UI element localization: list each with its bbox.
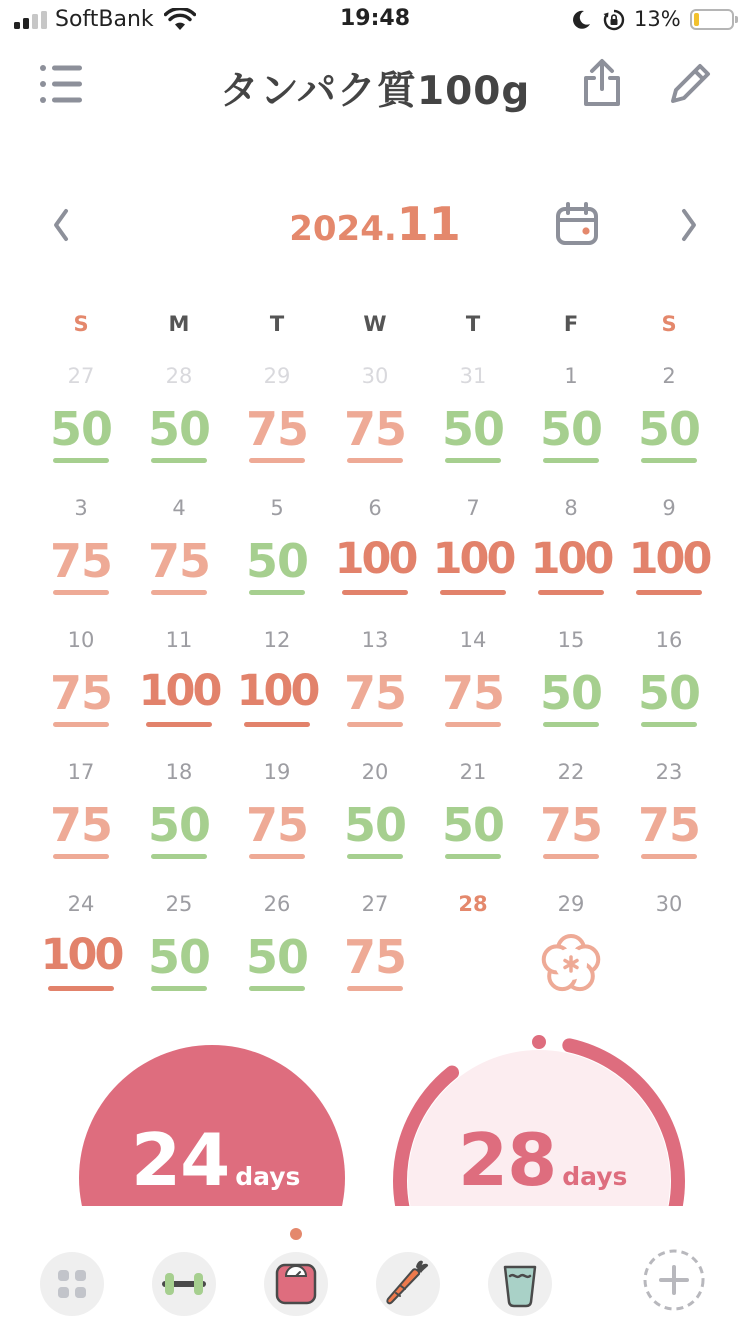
- day-value: 100: [40, 930, 122, 980]
- day-value: 100: [138, 666, 220, 716]
- calendar-day-cell[interactable]: [228, 362, 326, 494]
- day-value: 100: [334, 534, 416, 584]
- calendar-day-cell[interactable]: [326, 890, 424, 1022]
- value-underline: [53, 854, 109, 859]
- day-value: 100: [236, 666, 318, 716]
- value-underline: [636, 590, 702, 595]
- day-number: 18: [165, 760, 193, 784]
- day-number: 2: [662, 364, 676, 388]
- value-underline: [244, 722, 310, 727]
- day-number: 28: [458, 892, 488, 916]
- month-navigation: [0, 195, 750, 255]
- calendar-day-cell[interactable]: [326, 758, 424, 890]
- day-value: 50: [245, 534, 308, 588]
- weekday-label: M: [168, 312, 190, 336]
- flower-icon[interactable]: [536, 928, 606, 998]
- calendar-day-cell[interactable]: [130, 626, 228, 758]
- calendar-icon[interactable]: [554, 201, 600, 247]
- day-value: 50: [49, 402, 112, 456]
- calendar-day-cell[interactable]: [326, 626, 424, 758]
- weekday-label: S: [661, 312, 677, 336]
- day-number: 14: [459, 628, 487, 652]
- value-underline: [538, 590, 604, 595]
- value-underline: [151, 590, 207, 595]
- day-value: 50: [147, 402, 210, 456]
- weekday-label: F: [563, 312, 579, 336]
- day-value: 50: [245, 930, 308, 984]
- day-number: 8: [564, 496, 578, 520]
- calendar-day-cell[interactable]: [522, 362, 620, 494]
- calendar-day-cell[interactable]: [424, 362, 522, 494]
- app-header: [0, 40, 750, 130]
- carrier-label: SoftBank: [55, 7, 154, 32]
- total-days-value: 28: [458, 1118, 557, 1202]
- weekday-label: T: [465, 312, 481, 336]
- calendar-day-cell[interactable]: [522, 494, 620, 626]
- calendar-day-cell[interactable]: [620, 494, 718, 626]
- status-bar: [0, 0, 750, 40]
- value-underline: [440, 590, 506, 595]
- calendar-day-cell[interactable]: [620, 890, 718, 1022]
- value-underline: [347, 854, 403, 859]
- day-number: 9: [662, 496, 676, 520]
- day-value: 50: [637, 666, 700, 720]
- value-underline: [146, 722, 212, 727]
- weekday-label: T: [269, 312, 285, 336]
- value-underline: [151, 854, 207, 859]
- weekday-header: [32, 312, 718, 342]
- moon-icon: [570, 8, 592, 32]
- active-tab-indicator: [290, 1228, 302, 1240]
- value-underline: [53, 722, 109, 727]
- battery-icon: [690, 9, 734, 30]
- value-underline: [543, 722, 599, 727]
- day-number: 3: [74, 496, 88, 520]
- list-menu-icon[interactable]: [38, 62, 86, 106]
- day-number: 10: [67, 628, 95, 652]
- day-number: 29: [557, 892, 585, 916]
- day-value: 50: [343, 798, 406, 852]
- value-underline: [641, 458, 697, 463]
- value-underline: [249, 458, 305, 463]
- day-value: 75: [343, 930, 406, 984]
- day-value: 50: [539, 402, 602, 456]
- day-number: 15: [557, 628, 585, 652]
- day-value: 50: [637, 402, 700, 456]
- calendar-day-cell[interactable]: [424, 758, 522, 890]
- value-underline: [249, 854, 305, 859]
- grid-icon: [40, 1252, 104, 1316]
- day-value: 75: [147, 534, 210, 588]
- calendar-day-cell[interactable]: [522, 626, 620, 758]
- total-days: [458, 1118, 627, 1202]
- calendar-day-cell[interactable]: [620, 758, 718, 890]
- day-value: 75: [245, 402, 308, 456]
- bottom-tab-bar: [0, 1206, 750, 1334]
- calendar-day-cell[interactable]: [424, 626, 522, 758]
- calendar-day-cell[interactable]: [326, 362, 424, 494]
- day-number: 16: [655, 628, 683, 652]
- pencil-icon[interactable]: [666, 60, 714, 108]
- achieved-days-value: 24: [131, 1118, 230, 1202]
- month-year: 2024.: [289, 209, 397, 249]
- value-underline: [641, 854, 697, 859]
- day-value: 75: [441, 666, 504, 720]
- day-value: 50: [441, 402, 504, 456]
- day-number: 26: [263, 892, 291, 916]
- calendar-day-cell[interactable]: [228, 626, 326, 758]
- day-number: 24: [67, 892, 95, 916]
- day-number: 23: [655, 760, 683, 784]
- calendar-day-cell[interactable]: [620, 362, 718, 494]
- day-value: 100: [628, 534, 710, 584]
- calendar-day-cell[interactable]: [326, 494, 424, 626]
- day-value: 75: [49, 534, 112, 588]
- calendar-day-cell[interactable]: [32, 362, 130, 494]
- weekday-label: S: [73, 312, 89, 336]
- calendar-day-cell[interactable]: [32, 890, 130, 1022]
- day-number: 17: [67, 760, 95, 784]
- day-number: 30: [361, 364, 389, 388]
- calendar-day-cell[interactable]: [522, 758, 620, 890]
- day-value: 75: [343, 666, 406, 720]
- day-number: 20: [361, 760, 389, 784]
- day-number: 19: [263, 760, 291, 784]
- day-number: 5: [270, 496, 284, 520]
- value-underline: [347, 986, 403, 991]
- day-value: 100: [530, 534, 612, 584]
- day-number: 21: [459, 760, 487, 784]
- calendar-day-cell[interactable]: [32, 494, 130, 626]
- day-number: 31: [459, 364, 487, 388]
- achieved-days: [131, 1118, 300, 1202]
- calendar-day-cell[interactable]: [522, 890, 620, 1022]
- calendar-day-cell[interactable]: [130, 890, 228, 1022]
- add-tab-icon[interactable]: [642, 1248, 706, 1312]
- rotation-lock-icon: [602, 8, 626, 32]
- day-number: 29: [263, 364, 291, 388]
- calendar-day-cell[interactable]: [32, 626, 130, 758]
- chevron-right-icon[interactable]: [672, 201, 706, 249]
- summary-section: [0, 1020, 750, 1206]
- dumbbell-icon: [152, 1252, 216, 1316]
- share-icon[interactable]: [578, 58, 626, 108]
- day-number: 7: [466, 496, 480, 520]
- battery-percent: 13%: [634, 7, 681, 31]
- achieved-days-unit: days: [235, 1162, 301, 1191]
- value-underline: [347, 722, 403, 727]
- calendar-day-cell[interactable]: [32, 758, 130, 890]
- calendar-day-cell[interactable]: [130, 758, 228, 890]
- value-underline: [347, 458, 403, 463]
- value-underline: [543, 458, 599, 463]
- value-underline: [445, 458, 501, 463]
- tab-food[interactable]: [376, 1252, 440, 1316]
- day-value: 50: [441, 798, 504, 852]
- day-value: 50: [147, 798, 210, 852]
- day-number: 11: [165, 628, 193, 652]
- value-underline: [53, 590, 109, 595]
- value-underline: [641, 722, 697, 727]
- day-number: 25: [165, 892, 193, 916]
- water-glass-icon: [488, 1252, 552, 1316]
- value-underline: [445, 722, 501, 727]
- day-value: 100: [432, 534, 514, 584]
- calendar-day-cell[interactable]: [620, 626, 718, 758]
- day-value: 50: [539, 666, 602, 720]
- day-value: 75: [245, 798, 308, 852]
- value-underline: [48, 986, 114, 991]
- calendar-day-cell[interactable]: [228, 890, 326, 1022]
- tab-grid[interactable]: [40, 1252, 104, 1316]
- total-days-unit: days: [562, 1162, 628, 1191]
- carrot-icon: [376, 1252, 440, 1316]
- day-number: 12: [263, 628, 291, 652]
- day-value: 75: [539, 798, 602, 852]
- scale-icon: [264, 1252, 328, 1316]
- weekday-label: W: [363, 312, 387, 336]
- value-underline: [543, 854, 599, 859]
- value-underline: [53, 458, 109, 463]
- tab-exercise[interactable]: [152, 1252, 216, 1316]
- day-value: 75: [343, 402, 406, 456]
- day-number: 22: [557, 760, 585, 784]
- day-value: 75: [49, 798, 112, 852]
- day-value: 75: [637, 798, 700, 852]
- chevron-left-icon[interactable]: [44, 201, 78, 249]
- day-number: 6: [368, 496, 382, 520]
- day-number: 27: [67, 364, 95, 388]
- day-number: 1: [564, 364, 578, 388]
- month-label: [200, 197, 550, 251]
- day-number: 30: [655, 892, 683, 916]
- day-number: 4: [172, 496, 186, 520]
- day-value: 75: [49, 666, 112, 720]
- clock: 19:48: [339, 6, 411, 31]
- value-underline: [151, 986, 207, 991]
- calendar-day-cell[interactable]: [130, 362, 228, 494]
- day-number: 28: [165, 364, 193, 388]
- calendar-day-cell[interactable]: [130, 494, 228, 626]
- calendar-day-cell[interactable]: [424, 494, 522, 626]
- value-underline: [249, 986, 305, 991]
- value-underline: [342, 590, 408, 595]
- value-underline: [249, 590, 305, 595]
- value-underline: [445, 854, 501, 859]
- day-number: 13: [361, 628, 389, 652]
- value-underline: [151, 458, 207, 463]
- calendar-day-cell[interactable]: [424, 890, 522, 1022]
- calendar-day-cell[interactable]: [228, 758, 326, 890]
- calendar-day-cell[interactable]: [228, 494, 326, 626]
- day-number: 27: [361, 892, 389, 916]
- tab-scale[interactable]: [264, 1252, 328, 1316]
- page-title: タンパク質100g: [219, 69, 531, 114]
- month-number: 11: [396, 197, 461, 251]
- day-value: 50: [147, 930, 210, 984]
- tab-water[interactable]: [488, 1252, 552, 1316]
- calendar-grid: [32, 362, 718, 1022]
